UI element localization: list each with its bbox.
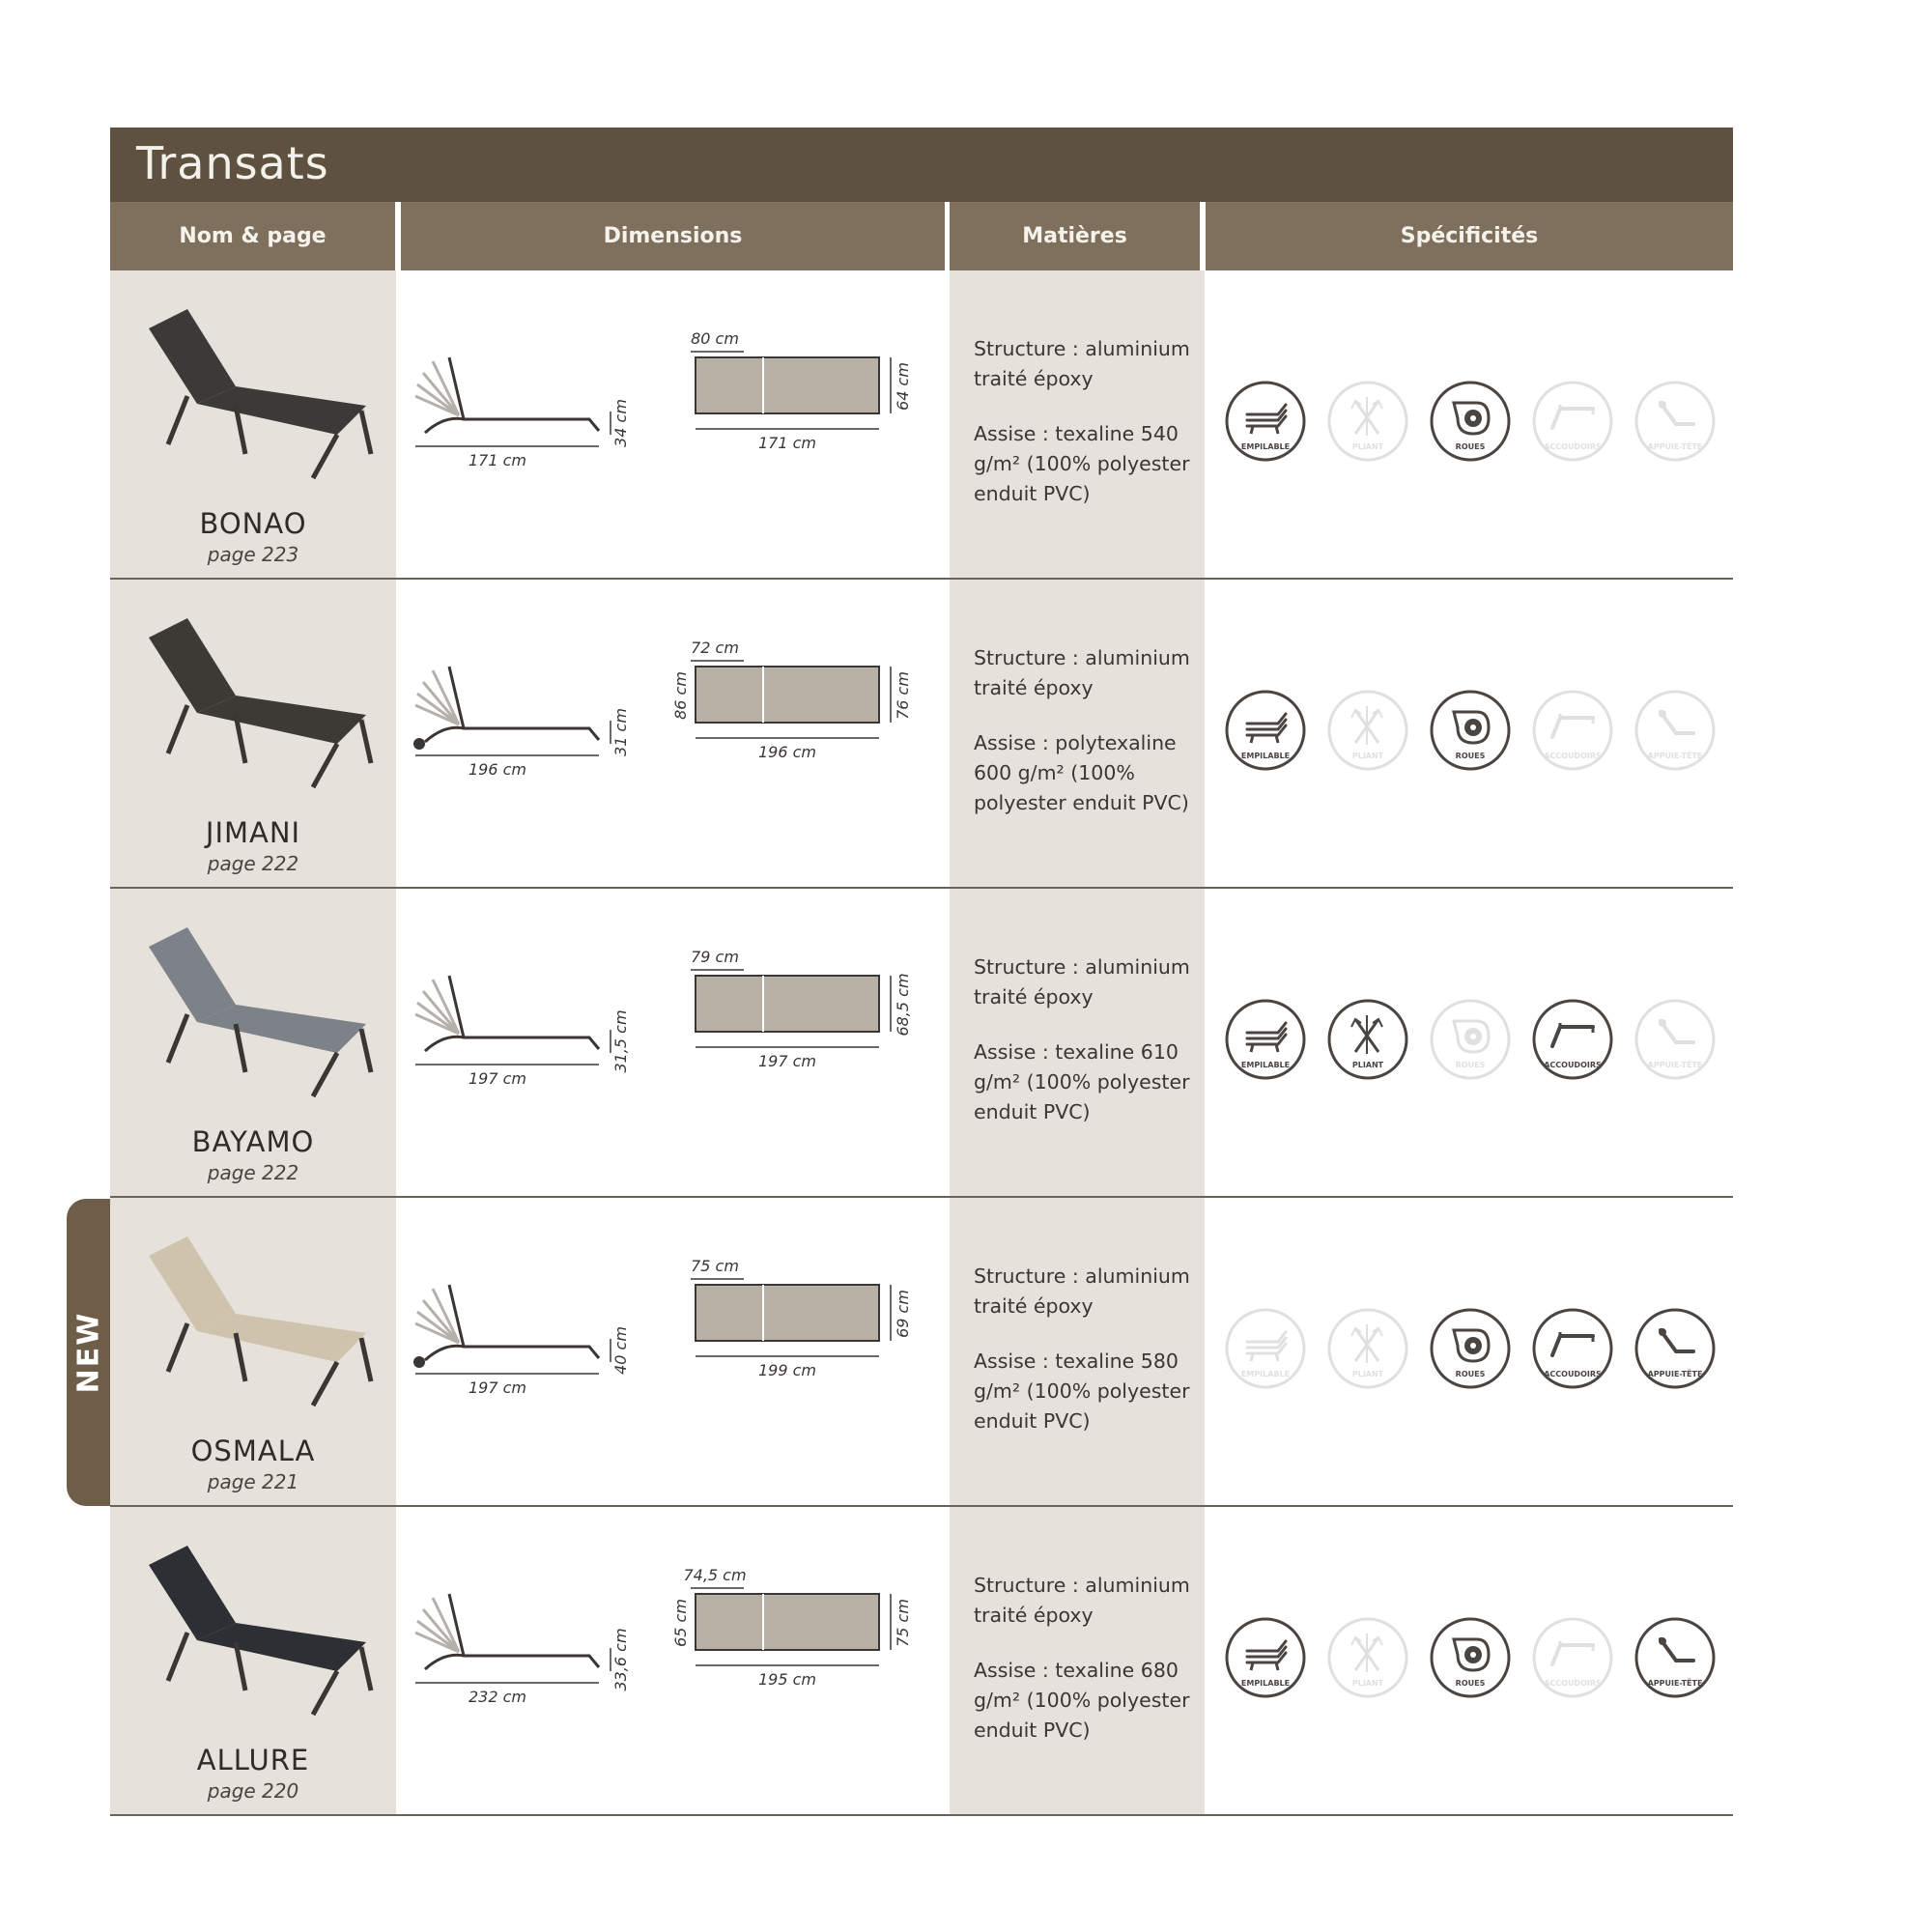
- armrests-icon: [1531, 1616, 1614, 1699]
- product-photo: [129, 290, 390, 493]
- svg-text:ROUES: ROUES: [1455, 752, 1486, 760]
- side-view-drawing: [406, 338, 628, 473]
- length-label: 197 cm: [468, 1069, 527, 1088]
- stackable-icon: [1224, 380, 1307, 463]
- specificities-cell: [1205, 580, 1733, 887]
- top-length-label: 195 cm: [757, 1670, 817, 1689]
- seat-swatch: [696, 667, 879, 723]
- dimensions-cell: [396, 1198, 950, 1505]
- name-cell: [110, 889, 396, 1196]
- folding-icon: [1326, 1616, 1409, 1699]
- svg-text:APPUIE-TÊTE: APPUIE-TÊTE: [1647, 752, 1703, 760]
- assise-text: Assise : texaline 540 g/m² (100% polyester enduit PVC): [974, 422, 1190, 505]
- seat-swatch: [696, 976, 879, 1032]
- folding-icon: [1326, 380, 1409, 463]
- product-name[interactable]: BAYAMO: [191, 1125, 315, 1158]
- name-cell: [110, 1198, 396, 1505]
- height-label: 31,5 cm: [611, 1009, 630, 1073]
- dimensions-cell: [396, 1507, 950, 1814]
- wheels-icon: [1429, 380, 1512, 463]
- assise-text: Assise : texaline 610 g/m² (100% polyester enduit PVC): [974, 1040, 1190, 1123]
- lounger-profile: [425, 1285, 599, 1360]
- height-label: 31 cm: [611, 708, 630, 756]
- assise-text: Assise : texaline 680 g/m² (100% polyester enduit PVC): [974, 1659, 1190, 1742]
- wheels-icon: [1429, 998, 1512, 1081]
- top-view-drawing: [676, 1256, 937, 1391]
- svg-text:PLIANT: PLIANT: [1351, 752, 1384, 760]
- lounger-profile: [425, 1594, 599, 1669]
- height-label: 34 cm: [611, 399, 630, 447]
- folding-icon: [1326, 689, 1409, 772]
- width-label: 64 cm: [894, 362, 912, 411]
- segment-label: 80 cm: [691, 329, 739, 348]
- svg-text:ACCOUDOIRS: ACCOUDOIRS: [1544, 752, 1602, 760]
- svg-text:PLIANT: PLIANT: [1351, 1061, 1384, 1069]
- segment-label: 79 cm: [691, 948, 739, 966]
- backrest: [149, 1236, 236, 1331]
- structure-text: Structure : aluminium traité époxy: [974, 646, 1190, 699]
- width-label: 76 cm: [894, 671, 912, 720]
- svg-text:ROUES: ROUES: [1455, 442, 1486, 451]
- side-view-drawing: [406, 1575, 628, 1710]
- materials-cell: [950, 889, 1205, 1196]
- header-dimensions: Dimensions: [401, 202, 945, 270]
- seat: [197, 1314, 366, 1362]
- structure-text: Structure : aluminium traité époxy: [974, 1264, 1190, 1318]
- specificities-cell: [1205, 270, 1733, 578]
- svg-text:APPUIE-TÊTE: APPUIE-TÊTE: [1647, 1061, 1703, 1069]
- assise-text: Assise : texaline 580 g/m² (100% polyester enduit PVC): [974, 1350, 1190, 1433]
- wheels-icon: [1429, 1307, 1512, 1390]
- backrest: [149, 618, 236, 713]
- side-view-drawing: [406, 1265, 628, 1401]
- name-cell: [110, 580, 396, 887]
- dimensions-cell: [396, 580, 950, 887]
- segment-label: 75 cm: [691, 1257, 739, 1275]
- svg-text:EMPILABLE: EMPILABLE: [1240, 752, 1291, 760]
- product-row-bonao: [110, 270, 1733, 580]
- product-photo: [129, 908, 390, 1111]
- section-title-bar: [110, 128, 1733, 202]
- svg-text:APPUIE-TÊTE: APPUIE-TÊTE: [1647, 1679, 1703, 1688]
- svg-text:PLIANT: PLIANT: [1351, 1370, 1384, 1378]
- structure-text: Structure : aluminium traité époxy: [974, 337, 1190, 390]
- backrest: [149, 309, 236, 404]
- top-view-drawing: [671, 1565, 937, 1700]
- seat-swatch: [696, 1285, 879, 1341]
- product-row-jimani: [110, 580, 1733, 889]
- seat: [197, 386, 366, 435]
- product-page[interactable]: page 222: [207, 1161, 299, 1184]
- stackable-icon: [1224, 1307, 1307, 1390]
- materials-cell: [950, 270, 1205, 578]
- new-badge-label: NEW: [71, 1311, 105, 1394]
- product-page[interactable]: page 222: [207, 852, 299, 875]
- materials-cell: [950, 580, 1205, 887]
- seat-swatch: [696, 357, 879, 413]
- length-label: 232 cm: [468, 1688, 527, 1706]
- width-label: 75 cm: [894, 1599, 912, 1647]
- structure-text: Structure : aluminium traité époxy: [974, 955, 1190, 1009]
- dimensions-cell: [396, 270, 950, 578]
- product-name[interactable]: JIMANI: [205, 816, 301, 849]
- segment-label: 72 cm: [691, 639, 739, 657]
- product-photo: [129, 1217, 390, 1420]
- svg-text:EMPILABLE: EMPILABLE: [1240, 1061, 1291, 1069]
- backrest: [149, 927, 236, 1022]
- width-label: 69 cm: [894, 1290, 912, 1338]
- top-length-label: 196 cm: [757, 743, 817, 761]
- height-label: 40 cm: [611, 1326, 630, 1375]
- stackable-icon: [1224, 1616, 1307, 1699]
- wheel-icon: [413, 738, 425, 750]
- seat: [197, 1623, 366, 1671]
- lounger-profile: [425, 667, 599, 742]
- svg-text:EMPILABLE: EMPILABLE: [1240, 1679, 1291, 1688]
- armrests-icon: [1531, 380, 1614, 463]
- product-photo: [129, 1526, 390, 1729]
- specificities-cell: [1205, 889, 1733, 1196]
- svg-text:ACCOUDOIRS: ACCOUDOIRS: [1544, 1679, 1602, 1688]
- width2-label: 86 cm: [671, 671, 690, 720]
- seat: [197, 1005, 366, 1053]
- width2-label: 65 cm: [671, 1599, 690, 1647]
- header-matieres: Matières: [950, 202, 1200, 270]
- seat: [197, 696, 366, 744]
- product-row-bayamo: [110, 889, 1733, 1198]
- top-length-label: 197 cm: [757, 1052, 817, 1070]
- product-page[interactable]: page 220: [207, 1779, 299, 1803]
- header-specificites: Spécificités: [1206, 202, 1733, 270]
- seat-swatch: [696, 1594, 879, 1650]
- specificities-cell: [1205, 1198, 1733, 1505]
- length-label: 197 cm: [468, 1378, 527, 1397]
- length-label: 171 cm: [468, 451, 527, 469]
- svg-text:EMPILABLE: EMPILABLE: [1240, 442, 1291, 451]
- svg-text:PLIANT: PLIANT: [1351, 442, 1384, 451]
- materials-cell: [950, 1198, 1205, 1505]
- stackable-icon: [1224, 689, 1307, 772]
- headrest-icon: [1634, 1616, 1717, 1699]
- product-photo: [129, 599, 390, 802]
- segment-label: 74,5 cm: [683, 1566, 747, 1584]
- svg-text:ROUES: ROUES: [1455, 1679, 1486, 1688]
- height-label: 33,6 cm: [611, 1628, 630, 1691]
- armrests-icon: [1531, 1307, 1614, 1390]
- svg-text:EMPILABLE: EMPILABLE: [1240, 1370, 1291, 1378]
- headrest-icon: [1634, 689, 1717, 772]
- headrest-icon: [1634, 380, 1717, 463]
- folding-icon: [1326, 1307, 1409, 1390]
- wheels-icon: [1429, 1616, 1512, 1699]
- top-length-label: 199 cm: [757, 1361, 817, 1379]
- lounger-profile: [425, 357, 599, 433]
- materials-cell: [950, 1507, 1205, 1814]
- svg-text:ROUES: ROUES: [1455, 1370, 1486, 1378]
- side-view-drawing: [406, 647, 628, 782]
- header-nom-page: Nom & page: [110, 202, 395, 270]
- length-label: 196 cm: [468, 760, 527, 779]
- svg-text:APPUIE-TÊTE: APPUIE-TÊTE: [1647, 1370, 1703, 1378]
- structure-text: Structure : aluminium traité époxy: [974, 1574, 1190, 1627]
- product-row-osmala: [110, 1198, 1733, 1507]
- top-view-drawing: [676, 947, 937, 1082]
- product-name[interactable]: BONAO: [199, 507, 307, 540]
- stackable-icon: [1224, 998, 1307, 1081]
- specificities-cell: [1205, 1507, 1733, 1814]
- product-page[interactable]: page 223: [207, 543, 299, 566]
- product-name[interactable]: OSMALA: [190, 1435, 316, 1467]
- assise-text: Assise : polytexaline 600 g/m² (100% polyester enduit PVC): [974, 731, 1189, 814]
- armrests-icon: [1531, 689, 1614, 772]
- name-cell: [110, 1507, 396, 1814]
- section-title: Transats: [136, 137, 329, 189]
- width-label: 68,5 cm: [894, 973, 912, 1037]
- side-view-drawing: [406, 956, 628, 1092]
- svg-text:PLIANT: PLIANT: [1351, 1679, 1384, 1688]
- dimensions-cell: [396, 889, 950, 1196]
- name-cell: [110, 270, 396, 578]
- svg-text:APPUIE-TÊTE: APPUIE-TÊTE: [1647, 442, 1703, 451]
- product-name[interactable]: ALLURE: [196, 1744, 310, 1776]
- product-page[interactable]: page 221: [207, 1470, 299, 1493]
- backrest: [149, 1546, 236, 1640]
- new-badge: [67, 1199, 110, 1506]
- armrests-icon: [1531, 998, 1614, 1081]
- folding-icon: [1326, 998, 1409, 1081]
- svg-text:ROUES: ROUES: [1455, 1061, 1486, 1069]
- headrest-icon: [1634, 998, 1717, 1081]
- product-row-allure: [110, 1507, 1733, 1816]
- svg-text:ACCOUDOIRS: ACCOUDOIRS: [1544, 1370, 1602, 1378]
- svg-text:ACCOUDOIRS: ACCOUDOIRS: [1544, 442, 1602, 451]
- top-view-drawing: [676, 328, 937, 464]
- headrest-icon: [1634, 1307, 1717, 1390]
- lounger-profile: [425, 976, 599, 1051]
- top-view-drawing: [671, 638, 937, 773]
- wheels-icon: [1429, 689, 1512, 772]
- top-length-label: 171 cm: [757, 434, 817, 452]
- wheel-icon: [413, 1356, 425, 1368]
- svg-text:ACCOUDOIRS: ACCOUDOIRS: [1544, 1061, 1602, 1069]
